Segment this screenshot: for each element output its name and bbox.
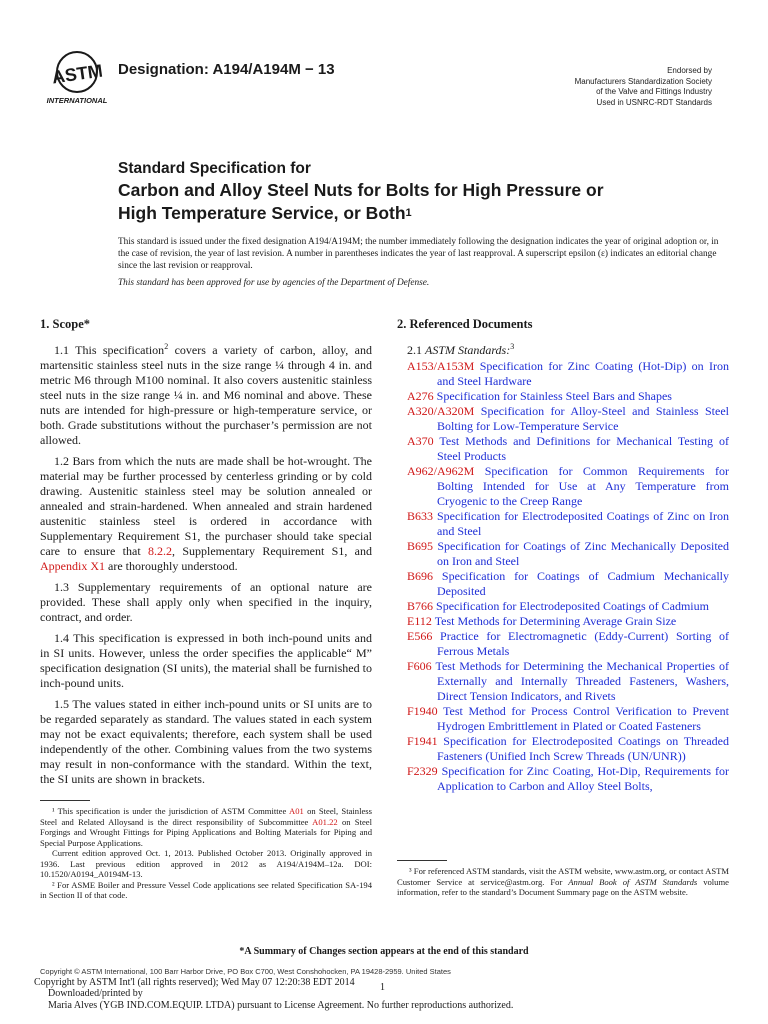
standard-title-link[interactable]: Test Methods for Determining the Mechanical Properties of Externally and Internally Threaded Fasteners, Washers, Direct Tension Indicators, and Rivets [435,659,729,703]
standard-code-link[interactable]: B633 [407,509,434,523]
standard-item[interactable] [407,629,729,659]
endorsed-line: of the Valve and Fittings Industry [596,87,712,96]
paragraph-1-2: 1.2 Bars from which the nuts are made shall be hot-wrought. The material may be further processed by centerless grinding or by cold drawing. Austenitic stainless steel may be solution annealed or annealed and strain-hardened. When annealed and strain hardened austenitic stainless steel is ordered in accordance with Supplementary Requirement S1, the purchaser should take special care to ensure that 8.2.2, Supplementary Requirement S1, and Appendix X1 are thoroughly understood. [40,454,372,573]
standard-title-link[interactable]: Specification for Coatings of Cadmium Mechanically Deposited [437,569,730,598]
footnote-divider [397,860,447,861]
footnotes-left [40,806,372,901]
paragraph-1-3: 1.3 Supplementary requirements of an optional nature are provided. These shall apply only when specified in the inquiry, contract, and order. [40,580,372,624]
standard-code-link[interactable]: A153/A153M [407,359,475,373]
section-heading: 2. Referenced Documents [397,317,533,331]
standard-title-link[interactable]: Specification for Zinc Coating, Hot-Dip, Requirements for Application to Carbon and Alloy Steel Bolts, [437,764,730,793]
logo-text: INTERNATIONAL [46,96,108,105]
standard-item[interactable] [407,734,729,764]
standard-title-link[interactable]: Test Methods for Determining Average Grain Size [434,614,677,628]
standard-item[interactable] [407,464,729,509]
standard-item[interactable] [407,659,729,704]
dod-note: This standard has been approved for use by agencies of the Department of Defense. [118,278,430,288]
scope-section [40,317,372,793]
section-heading: 1. Scope* [40,317,90,331]
astm-standards-intro: 2.1 ASTM Standards:$^3$ [407,342,515,357]
watermark-line: Copyright by ASTM Int'l (all rights reserved); Wed May 07 12:20:38 EDT 2014 [34,977,355,988]
standard-item[interactable] [407,509,729,539]
summary-note: *A Summary of Changes section appears at the end of this standard [239,946,529,957]
standard-code-link[interactable]: F1940 [407,704,438,718]
standard-title-link[interactable]: Practice for Electromagnetic (Eddy-Current) Sorting of Ferrous Metals [437,629,729,658]
appendix-link[interactable]: Appendix X1 [40,559,105,573]
standard-code-link[interactable]: B766 [407,599,434,613]
standard-title-link[interactable]: Specification for Alloy-Steel and Stainless Steel Bolting for Low-Temperature Service [437,404,730,433]
footnote-1-edition: Current edition approved Oct. 1, 2013. Published October 2013. Originally approved in 1936. Last previous edition approved in 2012 as A194/A194M–12a. DOI: 10.1520/A0194_A0194M-13. [40,848,372,879]
standard-title-link[interactable]: Specification for Common Requirements for Bolting Intended for Use at Any Temperature from Cryogenic to the Creep Range [437,464,729,508]
designation: Designation: A194/A194M − 13 [118,61,335,78]
endorsed-block [472,66,712,108]
standard-code-link[interactable]: B696 [407,569,434,583]
standard-code-link[interactable]: E112 [407,614,432,628]
standard-item[interactable] [407,569,729,599]
page-number: 1 [380,982,385,993]
standard-code-link[interactable]: B695 [407,539,434,553]
astm-logo [44,50,110,106]
footnotes-right [397,866,729,898]
footnote-1: ¹ This specification is under the jurisdiction of ASTM Committee A01 on Steel, Stainless Steel and Related Alloysand is the direct responsibility of Subcommittee A01.22 on Steel Forgings and Wrought Fittings for Piping Applications and Bolting Materials for Piping and Special Purpose Applications. [40,806,372,848]
footnote-2: ² For ASME Boiler and Pressure Vessel Code applications see related Specification SA-194 in Section II of that code. [40,879,372,900]
standard-item[interactable] [407,404,729,434]
standard-code-link[interactable]: A320/A320M [407,404,475,418]
footnote-ref[interactable]: 2 [164,342,169,351]
committee-link[interactable]: A01 [289,806,304,816]
standard-title-link[interactable]: Specification for Electrodeposited Coatings of Zinc on Iron and Steel [436,509,730,538]
standard-title-link[interactable]: Test Methods and Definitions for Mechanical Testing of Steel Products [437,434,729,463]
paragraph-1-4: 1.4 This specification is expressed in both inch-pound units and in SI units. However, unless the order specifies the applicable“ M” specification designation (SI units), the material shall be furnished to inch-pound units. [40,631,372,690]
standard-title-link[interactable]: Specification for Electrodeposited Coatings on Threaded Fasteners (Unified Inch Screw Threads (UN/UNR)) [437,734,729,763]
watermark-line: Maria Alves (YGB IND.COM.EQUIP. LTDA) pursuant to License Agreement. No further reproductions authorized. [48,1000,514,1011]
standard-item[interactable] [407,599,729,614]
standard-item[interactable] [407,764,729,794]
endorsed-line: Used in USNRC-RDT Standards [596,97,712,107]
issue-note: This standard is issued under the fixed designation A194/A194M; the number immediately following the designation indicates the year of original adoption or, in the case of revision, the year of last revision. A number in parentheses indicates the year of last reapproval. A superscript epsilon (ε) indicates an editorial change since the last revision or reapproval. [118,237,719,271]
standard-title-link[interactable]: Specification for Electrodeposited Coatings of Cadmium [436,599,709,613]
standard-title-link[interactable]: Test Method for Process Control Verification to Prevent Hydrogen Embrittlement in Plated or Coated Fasteners [437,704,729,733]
standard-item[interactable] [407,614,729,629]
referenced-documents-section [397,317,729,794]
section-link[interactable]: 8.2.2 [148,544,172,558]
standard-title-link[interactable]: Specification for Stainless Steel Bars and Shapes [436,389,672,403]
standard-item[interactable] [407,389,729,404]
standard-title-link[interactable]: Specification for Zinc Coating (Hot-Dip) on Iron and Steel Hardware [437,359,729,388]
standard-code-link[interactable]: F1941 [407,734,438,748]
standard-code-link[interactable]: A276 [407,389,434,403]
standard-code-link[interactable]: E566 [407,629,433,643]
subcommittee-link[interactable]: A01.22 [312,816,338,827]
standard-code-link[interactable]: F2329 [407,764,438,778]
paragraph-1-5: 1.5 The values stated in either inch-pound units or SI units are to be regarded separately as standard. The values stated in each system may not be exact equivalents; therefore, each system shall be used independently of the other. Combining values from the two systems may result in non-conformance with the standard. Within the text, the SI units are shown in brackets. [40,697,372,786]
document-title [118,158,718,228]
title-line: Standard Specification for [118,160,311,177]
copyright-line: Copyright © ASTM International, 100 Barr Harbor Drive, PO Box C700, West Conshohocken, PA 19428-2959. United States [40,967,451,976]
footnote-ref[interactable]: 3 [510,342,515,351]
standard-code-link[interactable]: A370 [407,434,434,448]
svg-text:ASTM: ASTM [50,60,104,88]
title-footnote-ref[interactable]: 1 [405,207,412,219]
standards-list [397,359,729,794]
watermark-line: Downloaded/printed by [48,988,143,999]
standard-item[interactable] [407,704,729,734]
endorsed-line: Endorsed by [667,66,712,75]
standard-code-link[interactable]: A962/A962M [407,464,475,478]
endorsed-line: Manufacturers Standardization Society [574,76,712,86]
standard-title-link[interactable]: Specification for Coatings of Zinc Mechanically Deposited on Iron and Steel [437,539,729,568]
title-line: High Temperature Service, or Both$^1$ [118,203,412,223]
title-line: Carbon and Alloy Steel Nuts for Bolts for High Pressure or [118,180,604,200]
footnote-divider [40,800,90,801]
standard-item[interactable] [407,434,729,464]
standard-item[interactable] [407,359,729,389]
paragraph-1-1: 1.1 This specification$^2$ covers a variety of carbon, alloy, and martensitic stainless steel nuts in the size range ¼ through 4 in. and metric M6 through M100 nominal. It also covers austenitic stainless steel nuts in the size range ¼ in. and M6 nominal and above. These nuts are intended for high-pressure or high-temperature service, or both. Grade substitutions without the purchaser’s permission are not allowed. [40,342,372,447]
standard-item[interactable] [407,539,729,569]
standard-code-link[interactable]: F606 [407,659,432,673]
footnote-3: ³ For referenced ASTM standards, visit the ASTM website, www.astm.org, or contact ASTM Customer Service at service@astm.org. For Annual Book of ASTM Standards volume information, refer to the standard’s Document Summary page on the ASTM website. [397,866,729,897]
